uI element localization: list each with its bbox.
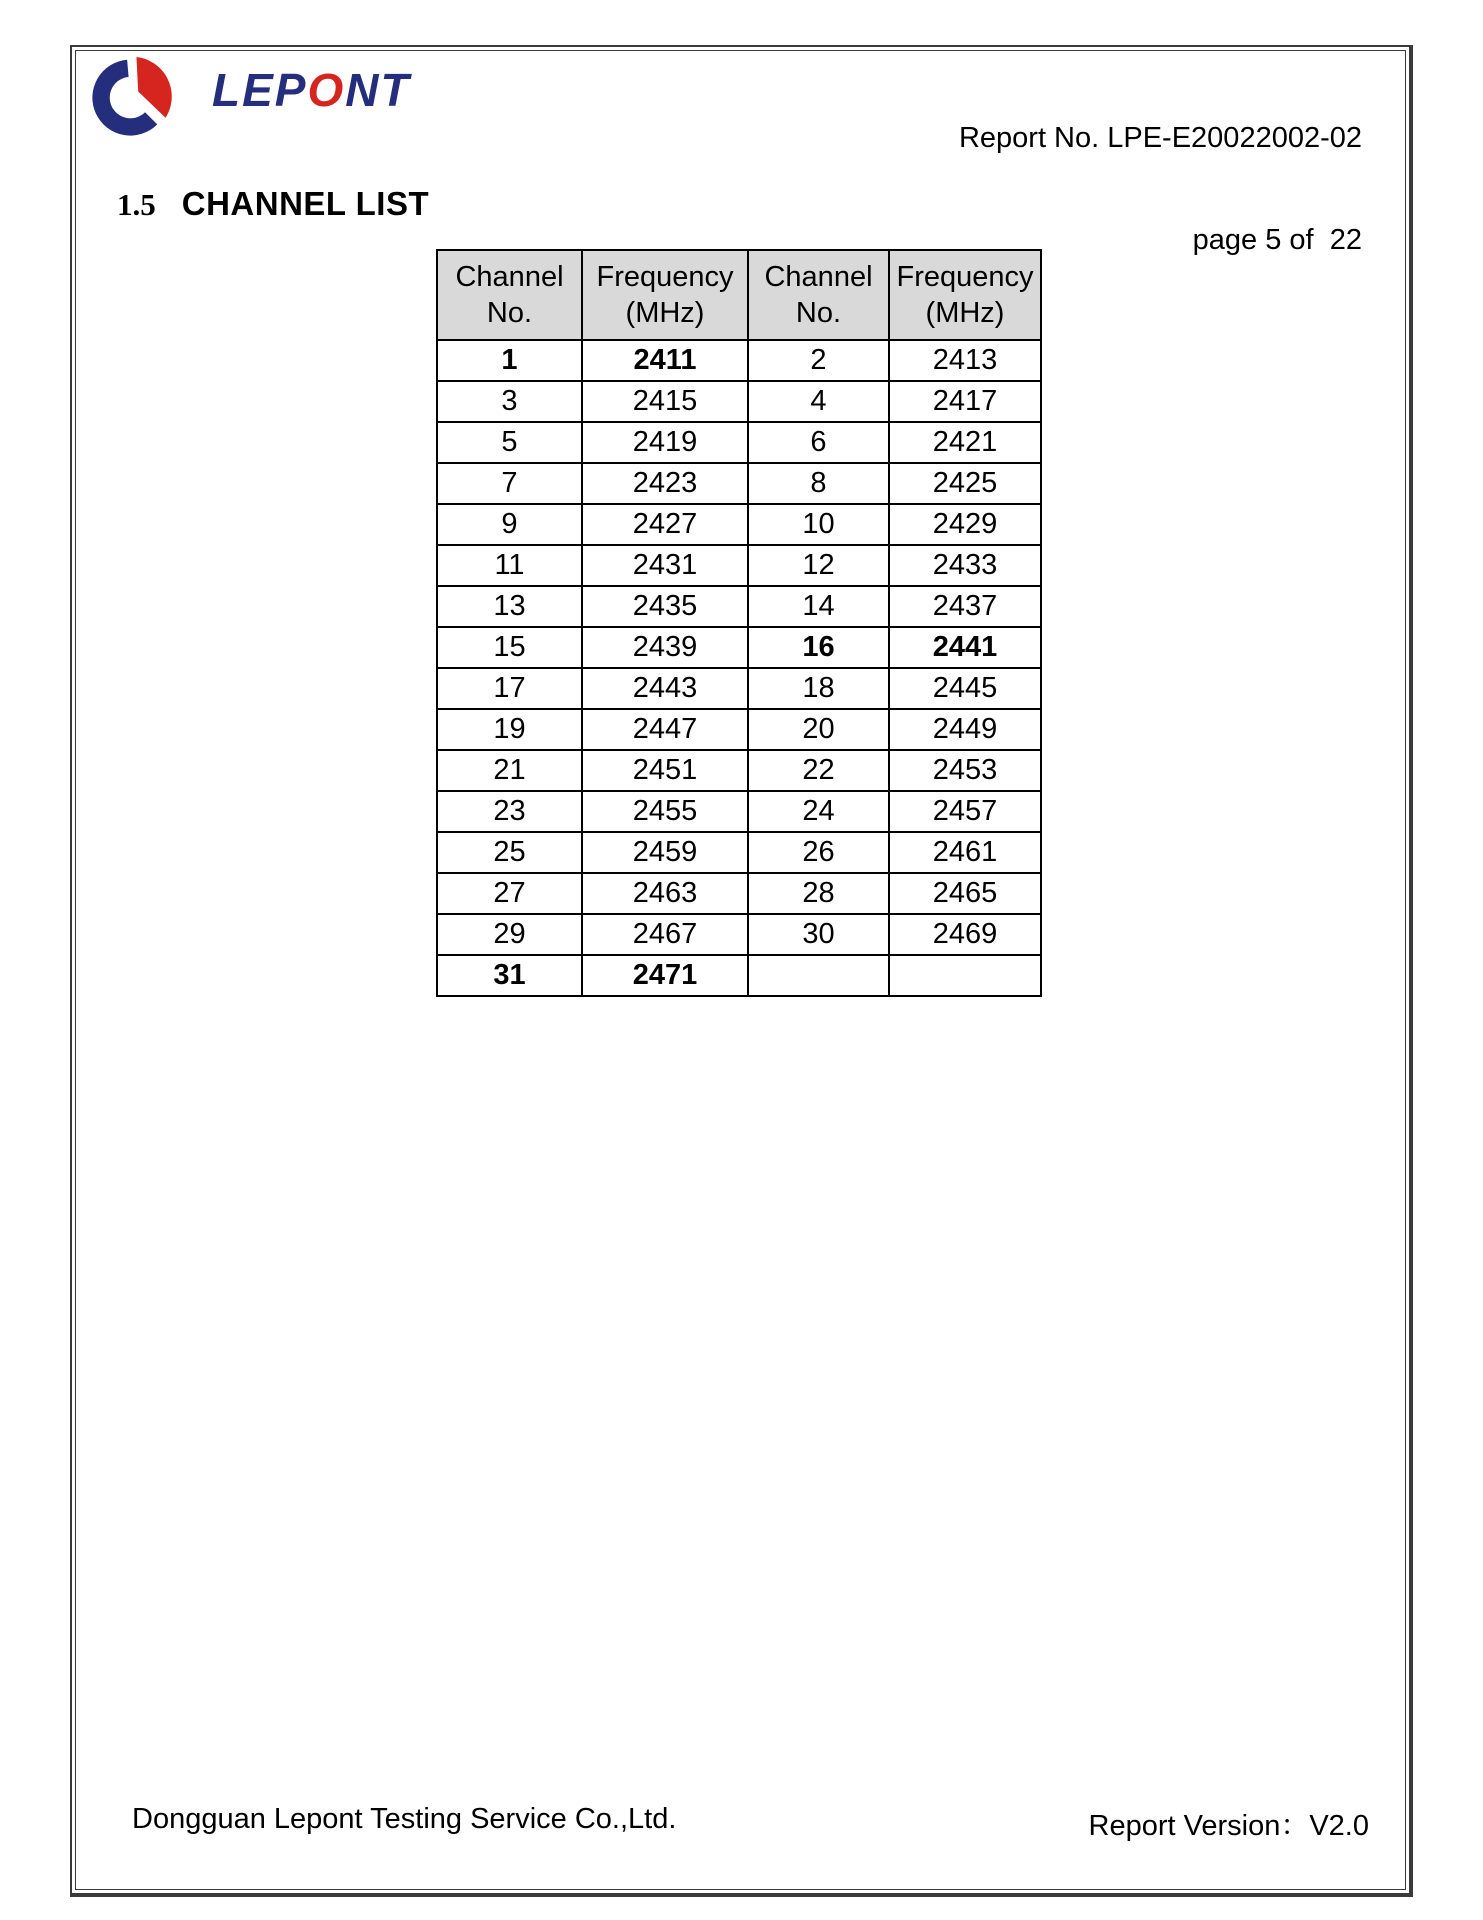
channel-no-cell: 20 <box>748 709 889 750</box>
logo-text-nt: NT <box>345 64 411 116</box>
frequency-cell: 2423 <box>582 463 748 504</box>
channel-no-cell: 14 <box>748 586 889 627</box>
header-frequency-1: Frequency (MHz) <box>582 250 748 340</box>
channel-no-cell: 15 <box>437 627 582 668</box>
table-row <box>437 668 1041 709</box>
section-number: 1.5 <box>117 187 156 222</box>
frequency-cell: 2413 <box>889 340 1041 381</box>
header-channel-no-1: Channel No. <box>437 250 582 340</box>
frequency-cell: 2465 <box>889 873 1041 914</box>
channel-no-cell: 22 <box>748 750 889 791</box>
channel-list-table <box>436 249 1042 997</box>
channel-no-cell: 28 <box>748 873 889 914</box>
channel-no-cell: 8 <box>748 463 889 504</box>
frequency-cell: 2467 <box>582 914 748 955</box>
frequency-cell: 2455 <box>582 791 748 832</box>
table-row <box>437 709 1041 750</box>
frequency-cell: 2445 <box>889 668 1041 709</box>
channel-no-cell: 17 <box>437 668 582 709</box>
frequency-cell: 2453 <box>889 750 1041 791</box>
frequency-cell <box>889 955 1041 996</box>
frequency-cell: 2469 <box>889 914 1041 955</box>
frequency-cell: 2441 <box>889 627 1041 668</box>
table-row <box>437 422 1041 463</box>
table-header-row <box>437 250 1041 340</box>
channel-no-cell: 6 <box>748 422 889 463</box>
table-row <box>437 340 1041 381</box>
channel-no-cell: 5 <box>437 422 582 463</box>
table-row <box>437 545 1041 586</box>
table-row <box>437 832 1041 873</box>
channel-no-cell: 31 <box>437 955 582 996</box>
channel-no-cell: 19 <box>437 709 582 750</box>
frequency-cell: 2447 <box>582 709 748 750</box>
footer-version: Report Version：V2.0 <box>1088 1810 1369 1842</box>
frequency-cell: 2457 <box>889 791 1041 832</box>
channel-no-cell <box>748 955 889 996</box>
header-channel-no-2: Channel No. <box>748 250 889 340</box>
frequency-cell: 2463 <box>582 873 748 914</box>
table-row <box>437 381 1041 422</box>
channel-no-cell: 23 <box>437 791 582 832</box>
report-number: Report No. LPE-E20022002-02 <box>958 122 1362 154</box>
channel-no-cell: 29 <box>437 914 582 955</box>
frequency-cell: 2421 <box>889 422 1041 463</box>
frequency-cell: 2431 <box>582 545 748 586</box>
channel-no-cell: 27 <box>437 873 582 914</box>
document-page <box>75 50 1406 1890</box>
frequency-cell: 2427 <box>582 504 748 545</box>
channel-no-cell: 30 <box>748 914 889 955</box>
lepont-logo-text <box>212 63 411 117</box>
frequency-cell: 2425 <box>889 463 1041 504</box>
frequency-cell: 2435 <box>582 586 748 627</box>
table-row <box>437 791 1041 832</box>
logo-o-mark: O <box>307 64 346 116</box>
channel-no-cell: 4 <box>748 381 889 422</box>
channel-no-cell: 10 <box>748 504 889 545</box>
frequency-cell: 2429 <box>889 504 1041 545</box>
frequency-cell: 2433 <box>889 545 1041 586</box>
frequency-cell: 2451 <box>582 750 748 791</box>
table-row <box>437 504 1041 545</box>
frequency-cell: 2449 <box>889 709 1041 750</box>
header-frequency-2: Frequency (MHz) <box>889 250 1041 340</box>
frequency-cell: 2443 <box>582 668 748 709</box>
frequency-cell: 2419 <box>582 422 748 463</box>
channel-no-cell: 16 <box>748 627 889 668</box>
table-row <box>437 873 1041 914</box>
page-border <box>70 45 1413 1897</box>
frequency-cell: 2459 <box>582 832 748 873</box>
frequency-cell: 2417 <box>889 381 1041 422</box>
channel-no-cell: 24 <box>748 791 889 832</box>
channel-no-cell: 13 <box>437 586 582 627</box>
page-footer <box>132 1803 1369 1844</box>
frequency-cell: 2471 <box>582 955 748 996</box>
page-indicator: page 5 of 22 <box>1192 224 1362 256</box>
table-row <box>437 750 1041 791</box>
frequency-cell: 2439 <box>582 627 748 668</box>
logo-text-lep: LEP <box>212 64 308 116</box>
channel-no-cell: 18 <box>748 668 889 709</box>
channel-no-cell: 9 <box>437 504 582 545</box>
channel-no-cell: 1 <box>437 340 582 381</box>
channel-no-cell: 2 <box>748 340 889 381</box>
channel-no-cell: 3 <box>437 381 582 422</box>
channel-no-cell: 12 <box>748 545 889 586</box>
channel-no-cell: 11 <box>437 545 582 586</box>
channel-no-cell: 21 <box>437 750 582 791</box>
channel-no-cell: 25 <box>437 832 582 873</box>
channel-no-cell: 7 <box>437 463 582 504</box>
lepont-logo-icon <box>87 57 179 139</box>
footer-company: Dongguan Lepont Testing Service Co.,Ltd. <box>132 1803 677 1835</box>
frequency-cell: 2411 <box>582 340 748 381</box>
frequency-cell: 2415 <box>582 381 748 422</box>
table-row <box>437 586 1041 627</box>
section-heading <box>117 185 429 223</box>
table-row <box>437 955 1041 996</box>
section-title: CHANNEL LIST <box>181 185 430 222</box>
channel-no-cell: 26 <box>748 832 889 873</box>
table-row <box>437 914 1041 955</box>
table-row <box>437 627 1041 668</box>
table-row <box>437 463 1041 504</box>
frequency-cell: 2461 <box>889 832 1041 873</box>
frequency-cell: 2437 <box>889 586 1041 627</box>
